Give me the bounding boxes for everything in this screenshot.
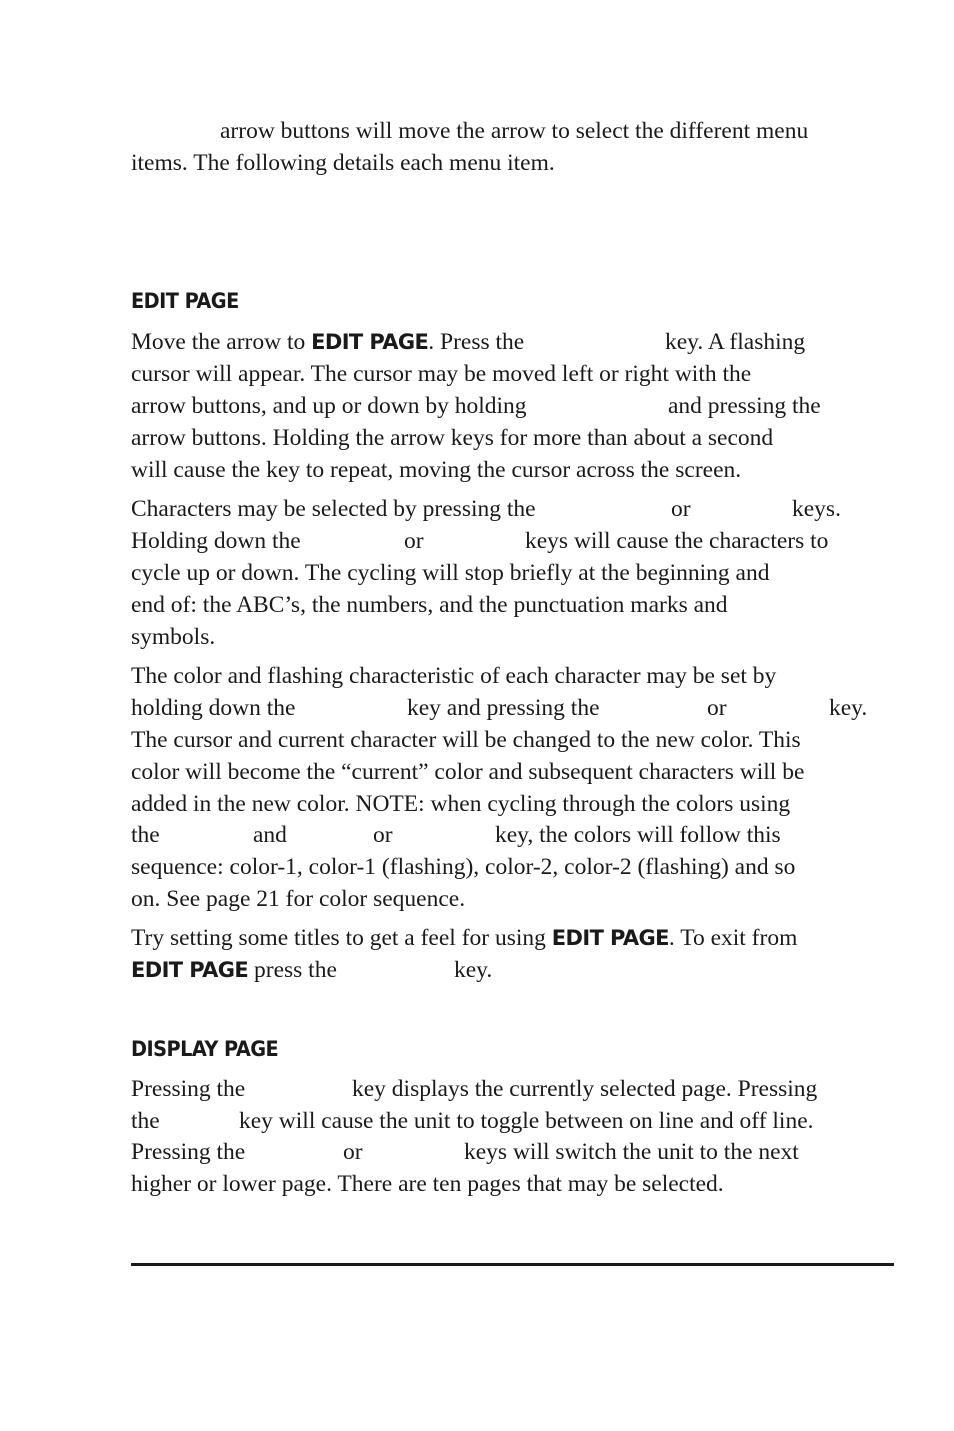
text-line: or — [373, 822, 393, 848]
text-line: Holding down the — [131, 528, 301, 554]
text-line: keys. — [792, 496, 841, 522]
text-line: Move the arrow to EDIT PAGE. Press the — [131, 329, 525, 355]
text-line: key, the colors will follow this — [495, 822, 781, 848]
text-line: sequence: color-1, color-1 (flashing), color-2, color-2 (flashing) and so — [131, 854, 796, 880]
section-heading-display-page: DISPLAY PAGE — [131, 1037, 279, 1061]
text-line: Characters may be selected by pressing the — [131, 496, 536, 522]
text-line: The color and flashing characteristic of each character may be set by — [131, 663, 777, 689]
text-line: key will cause the unit to toggle between on line and off line. — [239, 1108, 814, 1134]
text-line: or — [343, 1139, 363, 1165]
text-line: The cursor and current character will be changed to the new color. This — [131, 727, 801, 753]
text-line: Pressing the — [131, 1139, 246, 1165]
text-line: higher or lower page. There are ten pages that may be selected. — [131, 1171, 724, 1197]
bold-term: EDIT PAGE — [131, 958, 249, 982]
text-line: or — [404, 528, 424, 554]
footer-rule — [131, 1263, 894, 1266]
text-line: will cause the key to repeat, moving the cursor across the screen. — [131, 457, 742, 483]
text-line: arrow buttons. Holding the arrow keys for more than about a second — [131, 425, 774, 451]
text-line: color will become the “current” color and subsequent characters will be — [131, 759, 805, 785]
text-line: Try setting some titles to get a feel for using EDIT PAGE. To exit from — [131, 925, 798, 951]
text-line: on. See page 21 for color sequence. — [131, 886, 466, 912]
text-line: and — [253, 822, 287, 848]
text-line: keys will cause the characters to — [525, 528, 829, 554]
bold-term: EDIT PAGE — [311, 330, 429, 354]
text-line: holding down the — [131, 695, 296, 721]
intro-line-2: items. The following details each menu item. — [131, 150, 555, 176]
text-line: or — [707, 695, 727, 721]
text-line: added in the new color. NOTE: when cycling through the colors using — [131, 791, 791, 817]
text-line: key. — [454, 957, 493, 983]
text-line: key and pressing the — [407, 695, 600, 721]
intro-line-1: arrow buttons will move the arrow to select the different menu — [220, 118, 809, 144]
text-line: cursor will appear. The cursor may be moved left or right with the — [131, 361, 752, 387]
text-line: arrow buttons, and up or down by holding — [131, 393, 527, 419]
text-line: key displays the currently selected page. Pressing — [352, 1076, 818, 1102]
text-line: end of: the ABC’s, the numbers, and the punctuation marks and — [131, 592, 728, 618]
text-line: and pressing the — [668, 393, 821, 419]
text-line: or — [671, 496, 691, 522]
section-heading-edit-page: EDIT PAGE — [131, 289, 239, 313]
text-line: key. — [829, 695, 868, 721]
text-line: keys will switch the unit to the next — [464, 1139, 799, 1165]
text-line: symbols. — [131, 624, 216, 650]
text-line: EDIT PAGE press the — [131, 957, 337, 983]
bold-term: EDIT PAGE — [551, 926, 669, 950]
text-line: cycle up or down. The cycling will stop briefly at the beginning and — [131, 560, 770, 586]
text-line: key. A flashing — [665, 329, 806, 355]
text-line: the — [131, 822, 160, 848]
text-line: the — [131, 1108, 160, 1134]
text-line: Pressing the — [131, 1076, 246, 1102]
